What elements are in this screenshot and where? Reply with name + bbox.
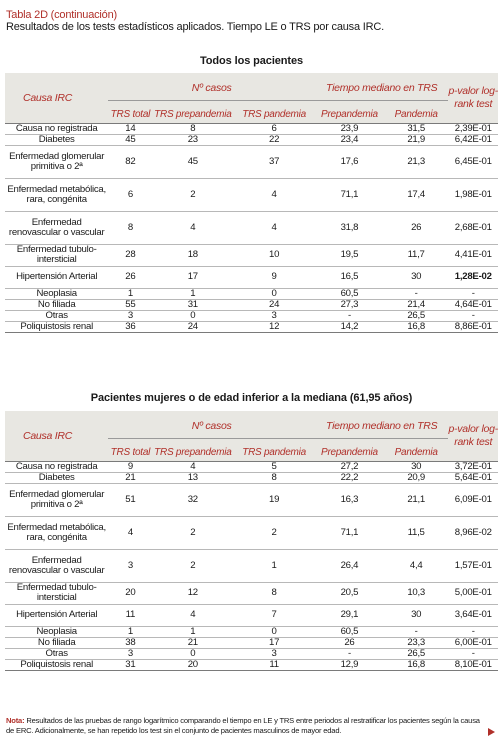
cell-p-value: 2,68E-01 xyxy=(454,221,492,233)
cell-trs-pandemia: 4 xyxy=(271,188,277,200)
cell-median-pandemia: 31,5 xyxy=(407,123,425,134)
cell-median-prepandemia: 12,9 xyxy=(340,659,359,670)
cell-cause: Enfermedad tubulo-intersticial xyxy=(16,582,97,603)
cell-median-prepandemia: 23,4 xyxy=(340,134,359,145)
header-n-casos: Nº casos xyxy=(108,73,315,100)
cell-trs-pandemia: 8 xyxy=(271,472,277,483)
header-n-casos: Nº casos xyxy=(108,411,315,438)
cell-trs-pandemia: 17 xyxy=(268,637,280,648)
cell-p-value: - xyxy=(471,626,475,637)
next-arrow-icon[interactable] xyxy=(488,728,495,736)
cell-median-prepandemia: 29,1 xyxy=(340,609,359,620)
cell-trs-prepandemia: 4 xyxy=(190,609,196,620)
table-row xyxy=(5,178,498,211)
cell-cause: Enfermedad glomerular primitiva o 2ª xyxy=(9,150,105,172)
cell-cause: Enfermedad renovascular o vascular xyxy=(8,554,105,576)
cell-median-prepandemia: 19,5 xyxy=(340,249,359,260)
cell-trs-total: 21 xyxy=(125,472,136,483)
cell-p-value: 5,00E-01 xyxy=(454,587,492,598)
cell-trs-prepandemia: 20 xyxy=(187,659,198,670)
cell-median-prepandemia: 23,9 xyxy=(340,123,359,134)
cell-trs-pandemia: 3 xyxy=(271,648,277,659)
cell-trs-pandemia: 2 xyxy=(271,526,277,538)
cell-trs-prepandemia: 4 xyxy=(190,461,196,472)
cell-p-value: 1,28E-02 xyxy=(454,271,492,282)
cell-trs-total: 20 xyxy=(125,587,136,598)
cell-cause: Otras xyxy=(45,310,68,321)
cell-cause: No filiada xyxy=(37,299,76,310)
cell-p-value: 6,00E-01 xyxy=(454,637,492,648)
cell-trs-pandemia: 12 xyxy=(268,321,280,332)
table-row xyxy=(5,134,498,145)
cell-trs-total: 3 xyxy=(127,310,133,321)
cell-median-prepandemia: 71,1 xyxy=(340,526,359,538)
cell-p-value: 8,86E-01 xyxy=(454,321,492,332)
header-tiempo: Tiempo mediano en TRS xyxy=(315,411,448,438)
cell-trs-pandemia: 1 xyxy=(271,559,277,571)
note-text: Resultados de las pruebas de rango logarítmico comparando el tiempo en LE y TRS entre periodos al restratificar los pacientes según la causa de ERC. Adicionalmente, se han repetido los test sin el conjunto de pacientes masculinos de mayor edad. xyxy=(6,716,480,735)
cell-trs-pandemia: 10 xyxy=(268,249,280,260)
cell-trs-prepandemia: 17 xyxy=(187,271,198,282)
table-row xyxy=(5,461,498,472)
cell-median-prepandemia: 60,5 xyxy=(340,288,359,299)
cell-p-value: 2,39E-01 xyxy=(454,123,492,134)
table-row xyxy=(5,582,498,604)
cell-p-value: 4,64E-01 xyxy=(454,299,492,310)
cell-trs-total: 3 xyxy=(127,648,133,659)
cell-trs-prepandemia: 4 xyxy=(190,221,196,233)
section-title-all-patients: Todos los pacientes xyxy=(199,55,304,67)
cell-cause: Poliquistosis renal xyxy=(20,659,93,670)
table-row xyxy=(5,321,498,332)
section-title-women-younger: Pacientes mujeres o de edad inferior a la mediana (61,95 años) xyxy=(90,392,413,404)
table-subtitle: Resultados de los tests estadísticos aplicados. Tiempo LE o TRS por causa IRC. xyxy=(6,21,384,33)
header-prepandemia: Prepandemia xyxy=(315,438,384,461)
cell-p-value: 3,72E-01 xyxy=(454,461,492,472)
cell-cause: Hipertensión Arterial xyxy=(16,609,98,620)
cell-trs-total: 82 xyxy=(125,155,136,167)
cell-trs-prepandemia: 0 xyxy=(190,310,196,321)
table-row xyxy=(5,211,498,244)
table-row xyxy=(5,310,498,321)
cell-p-value: 6,09E-01 xyxy=(454,493,492,505)
cell-trs-total: 36 xyxy=(125,321,136,332)
cell-trs-prepandemia: 31 xyxy=(187,299,198,310)
cell-trs-prepandemia: 23 xyxy=(187,134,198,145)
cell-trs-prepandemia: 1 xyxy=(190,288,196,299)
cell-trs-pandemia: 22 xyxy=(268,134,280,145)
cell-trs-prepandemia: 8 xyxy=(190,123,196,134)
cell-median-pandemia: 21,3 xyxy=(407,155,425,167)
cell-trs-pandemia: 11 xyxy=(269,659,279,670)
table-row xyxy=(5,483,498,516)
cell-median-prepandemia: 26,4 xyxy=(340,559,359,571)
cell-p-value: 8,96E-02 xyxy=(454,526,492,538)
cell-median-prepandemia: 17,6 xyxy=(340,155,359,167)
cell-p-value: 1,98E-01 xyxy=(454,188,492,200)
header-pandemia: Pandemia xyxy=(384,100,449,123)
header-trs-pandemia: TRS pandemia xyxy=(233,438,315,461)
cell-median-pandemia: 26,5 xyxy=(407,310,425,321)
cell-median-pandemia: 30 xyxy=(411,461,422,472)
cell-cause: Causa no registrada xyxy=(15,123,98,134)
cell-median-prepandemia: 20,5 xyxy=(340,587,359,598)
cell-median-pandemia: 26,5 xyxy=(407,648,425,659)
cell-trs-pandemia: 0 xyxy=(271,288,277,299)
cell-median-pandemia: 16,8 xyxy=(407,659,425,670)
cell-median-prepandemia: 14,2 xyxy=(340,321,359,332)
cell-p-value: - xyxy=(471,648,475,659)
cell-trs-pandemia: 0 xyxy=(271,626,277,637)
cell-cause: Enfermedad renovascular o vascular xyxy=(8,216,105,238)
cell-trs-total: 4 xyxy=(127,526,133,538)
cell-median-pandemia: 17,4 xyxy=(407,188,425,200)
cell-trs-prepandemia: 2 xyxy=(190,188,196,200)
cell-cause: Hipertensión Arterial xyxy=(16,271,98,282)
cell-median-pandemia: 16,8 xyxy=(407,321,425,332)
table-row xyxy=(5,549,498,582)
cell-trs-prepandemia: 2 xyxy=(190,526,196,538)
cell-cause: Poliquistosis renal xyxy=(20,321,93,332)
cell-p-value: 6,45E-01 xyxy=(454,155,492,167)
cell-median-prepandemia: 27,2 xyxy=(340,461,359,472)
cell-cause: Causa no registrada xyxy=(15,461,98,472)
cell-trs-total: 11 xyxy=(125,609,136,620)
table-caption: Tabla 2D (continuación) xyxy=(6,9,117,21)
header-trs-total: TRS total xyxy=(108,438,152,461)
cell-trs-total: 31 xyxy=(125,659,136,670)
cell-trs-prepandemia: 13 xyxy=(187,472,198,483)
cell-p-value: 5,64E-01 xyxy=(454,472,492,483)
cell-trs-total: 26 xyxy=(125,271,136,282)
cell-trs-prepandemia: 24 xyxy=(187,321,198,332)
cell-cause: Enfermedad metabólica, rara, congénita xyxy=(7,183,106,205)
cell-trs-prepandemia: 12 xyxy=(187,587,198,598)
cell-cause: Enfermedad glomerular primitiva o 2ª xyxy=(9,488,105,510)
note-label: Nota: xyxy=(6,716,25,725)
cell-median-prepandemia: 27,3 xyxy=(340,299,359,310)
cell-trs-prepandemia: 18 xyxy=(187,249,198,260)
cell-p-value: 3,64E-01 xyxy=(454,609,492,620)
cell-trs-prepandemia: 1 xyxy=(190,626,196,637)
cell-median-prepandemia: 16,3 xyxy=(340,493,359,505)
header-trs-pandemia: TRS pandemia xyxy=(233,100,315,123)
header-trs-total: TRS total xyxy=(108,100,152,123)
cell-p-value: - xyxy=(471,288,475,299)
cell-trs-pandemia: 9 xyxy=(271,271,277,282)
header-pvalor: p-valor log-rank test xyxy=(448,411,498,461)
header-trs-prepandemia: TRS prepandemia xyxy=(152,100,233,123)
cell-trs-prepandemia: 45 xyxy=(187,155,198,167)
cell-p-value: 6,42E-01 xyxy=(454,134,492,145)
cell-median-prepandemia: 16,5 xyxy=(340,271,359,282)
cell-trs-pandemia: 6 xyxy=(271,123,277,134)
cell-trs-total: 9 xyxy=(127,461,133,472)
header-trs-prepandemia: TRS prepandemia xyxy=(152,438,233,461)
table-row xyxy=(5,288,498,299)
cell-trs-pandemia: 3 xyxy=(271,310,277,321)
table-row xyxy=(5,648,498,659)
header-pandemia: Pandemia xyxy=(384,438,449,461)
cell-p-value: 8,10E-01 xyxy=(454,659,492,670)
cell-p-value: 4,41E-01 xyxy=(454,249,492,260)
cell-trs-pandemia: 7 xyxy=(271,609,277,620)
cell-median-prepandemia: - xyxy=(347,648,351,659)
table-header-block xyxy=(6,9,496,33)
table-row xyxy=(5,604,498,626)
cell-trs-prepandemia: 0 xyxy=(190,648,196,659)
cell-trs-pandemia: 8 xyxy=(271,587,277,598)
table-row xyxy=(5,626,498,637)
cell-cause: Neoplasia xyxy=(36,626,77,637)
cell-cause: Otras xyxy=(45,648,68,659)
table-note xyxy=(6,716,484,736)
table-row xyxy=(5,145,498,178)
cell-median-prepandemia: 22,2 xyxy=(340,472,359,483)
cell-median-prepandemia: - xyxy=(347,310,351,321)
cell-median-pandemia: 21,1 xyxy=(407,493,425,505)
cell-trs-prepandemia: 2 xyxy=(190,559,196,571)
cell-median-pandemia: 23,3 xyxy=(407,637,425,648)
table-row xyxy=(5,472,498,483)
cell-trs-total: 45 xyxy=(125,134,136,145)
table-row xyxy=(5,659,498,670)
cell-trs-total: 6 xyxy=(127,188,133,200)
results-table-women-younger xyxy=(5,411,498,671)
header-pvalor: p-valor log-rank test xyxy=(448,73,498,123)
table-row xyxy=(5,516,498,549)
header-prepandemia: Prepandemia xyxy=(315,100,384,123)
cell-median-pandemia: 11,7 xyxy=(407,249,425,260)
table-row xyxy=(5,266,498,288)
results-table-all-patients xyxy=(5,73,498,333)
cell-median-pandemia: 26 xyxy=(411,221,422,233)
table-row xyxy=(5,244,498,266)
cell-cause: No filiada xyxy=(37,637,76,648)
header-causa: Causa IRC xyxy=(5,73,108,123)
cell-median-prepandemia: 60,5 xyxy=(340,626,359,637)
cell-trs-total: 14 xyxy=(125,123,136,134)
cell-median-pandemia: 21,4 xyxy=(407,299,425,310)
cell-trs-pandemia: 4 xyxy=(271,221,277,233)
cell-trs-total: 51 xyxy=(125,493,136,505)
cell-median-pandemia: 30 xyxy=(411,609,422,620)
cell-median-prepandemia: 31,8 xyxy=(340,221,359,233)
cell-trs-pandemia: 37 xyxy=(268,155,280,167)
cell-median-pandemia: 30 xyxy=(411,271,422,282)
table-row xyxy=(5,637,498,648)
cell-cause: Diabetes xyxy=(38,472,75,483)
table-row xyxy=(5,123,498,134)
cell-p-value: 1,57E-01 xyxy=(454,559,492,571)
cell-median-pandemia: 20,9 xyxy=(407,472,425,483)
cell-trs-prepandemia: 32 xyxy=(187,493,198,505)
cell-trs-total: 55 xyxy=(125,299,136,310)
cell-trs-total: 1 xyxy=(127,288,133,299)
cell-cause: Diabetes xyxy=(38,134,75,145)
cell-trs-total: 28 xyxy=(125,249,136,260)
cell-median-prepandemia: 71,1 xyxy=(340,188,359,200)
cell-trs-pandemia: 19 xyxy=(268,493,280,505)
cell-trs-total: 3 xyxy=(127,559,133,571)
cell-median-prepandemia: 26 xyxy=(344,637,355,648)
cell-trs-prepandemia: 21 xyxy=(187,637,198,648)
cell-median-pandemia: - xyxy=(414,626,418,637)
cell-median-pandemia: 10,3 xyxy=(407,587,425,598)
cell-median-pandemia: - xyxy=(414,288,418,299)
header-tiempo: Tiempo mediano en TRS xyxy=(315,73,448,100)
cell-trs-total: 38 xyxy=(125,637,136,648)
header-causa: Causa IRC xyxy=(5,411,108,461)
cell-trs-pandemia: 5 xyxy=(271,461,277,472)
cell-cause: Neoplasia xyxy=(36,288,77,299)
cell-median-pandemia: 4,4 xyxy=(409,559,423,571)
table-row xyxy=(5,299,498,310)
cell-median-pandemia: 11,5 xyxy=(407,526,425,538)
cell-cause: Enfermedad metabólica, rara, congénita xyxy=(7,521,106,543)
cell-cause: Enfermedad tubulo-intersticial xyxy=(16,244,97,265)
cell-trs-pandemia: 24 xyxy=(268,299,280,310)
cell-median-pandemia: 21,9 xyxy=(407,134,425,145)
cell-p-value: - xyxy=(471,310,475,321)
cell-trs-total: 8 xyxy=(127,221,133,233)
cell-trs-total: 1 xyxy=(127,626,133,637)
